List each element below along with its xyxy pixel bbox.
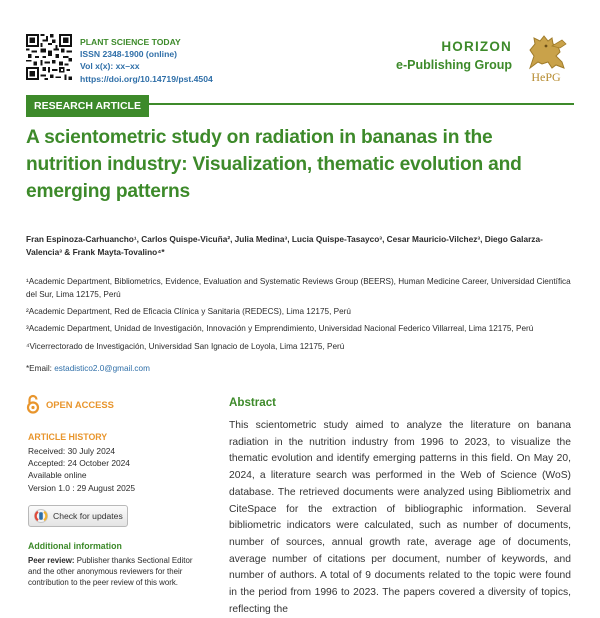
affiliation: ¹Academic Department, Bibliometrics, Evidence, Evaluation and Systematic Reviews Group (BEERS), Human Medicine Career, Universidad Científica del Sur, Lima 12175, Perú — [26, 277, 571, 299]
affiliation: ²Academic Department, Red de Eficacia Clínica y Sanitaria (REDECS), Lima 12175, Perú — [26, 307, 351, 316]
history-available: Available online — [28, 470, 87, 481]
abstract-heading: Abstract — [229, 396, 277, 409]
hepg-lion-logo — [522, 32, 570, 82]
open-access-lock-icon — [26, 394, 40, 414]
email-label: *Email: — [26, 364, 52, 373]
article-type-badge: RESEARCH ARTICLE — [26, 95, 149, 117]
publisher-line2: e-Publishing Group — [396, 58, 512, 72]
author-list: Fran Espinoza-Carhuancho¹, Carlos Quispe-Vicuña², Julia Medina³, Lucia Quispe-Tasayco³, Cesar Mauricio-Vilchez³, Diego Galarza-Valencia³ & Frank Mayta-Tovalino⁴* — [26, 234, 543, 257]
publisher-line1: HORIZON — [441, 39, 512, 54]
doi-link[interactable]: https://doi.org/10.14719/pst.4504 — [80, 73, 213, 84]
history-received: Received: 30 July 2024 — [28, 446, 116, 456]
publisher-name — [396, 38, 512, 74]
paper-title: A scientometric study on radiation in bananas in the nutrition industry: Visualization, thematic evolution and emerging patterns — [26, 127, 522, 202]
corresponding-email — [26, 364, 150, 373]
journal-name: PLANT SCIENCE TODAY — [80, 37, 181, 47]
qr-code-icon — [26, 34, 72, 80]
journal-volume: Vol x(x): xx–xx — [80, 61, 140, 72]
history-version: Version 1.0 : 29 August 2025 — [28, 482, 136, 493]
journal-info — [80, 36, 213, 85]
history-accepted: Accepted: 24 October 2024 — [28, 458, 130, 469]
logo-text: HePG — [531, 70, 561, 84]
affiliation: ³Academic Department, Unidad de Investigación, Innovación y Emprendimiento, Universidad Nacional Federico Villarreal, Lima 12175, Perú — [26, 324, 534, 333]
affiliation: ⁴Vicerrectorado de Investigación, Universidad San Ignacio de Loyola, Lima 12175, Perú — [26, 342, 345, 351]
email-link[interactable]: estadistico2.0@gmail.com — [54, 364, 150, 373]
open-access-label — [26, 394, 114, 414]
additional-info-heading: Additional information — [28, 541, 122, 551]
peer-review-label: Peer review: — [28, 556, 75, 565]
peer-review-text: Publisher thanks Sectional Editor and the other anonymous reviewers for their contribution to the peer review of this work. — [28, 556, 193, 587]
check-for-updates-button[interactable] — [28, 505, 128, 527]
check-updates-icon — [34, 509, 48, 523]
peer-review-note — [28, 555, 198, 588]
check-updates-label: Check for updates — [53, 511, 123, 521]
open-access-text: OPEN ACCESS — [46, 398, 114, 410]
article-history-heading: ARTICLE HISTORY — [28, 432, 108, 442]
article-history — [28, 445, 135, 494]
abstract-text: This scientometric study aimed to analyze the literature on banana radiation in the nutrition industry from 1996 to 2023, to visualize the thematic evolution and identify emerging patterns in this field. On May 20, 2024, a literature search was performed in the Web of Science (WoS) database. The retrieved documents were analyzed using Bibliometrix and CiteSpace for the extraction of bibliographic information. Several bibliometric indicators were calculated, such as number of documents, number of sources, annual growth rate, average age of documents, average number of citations per document, number of keywords, and number of authors. A total of 9 documents related to the topic were found in the period from 1996 to 2023. The papers covered a diversity of topics, reflecting the — [229, 420, 571, 615]
journal-issn: ISSN 2348-1900 (online) — [80, 49, 177, 60]
